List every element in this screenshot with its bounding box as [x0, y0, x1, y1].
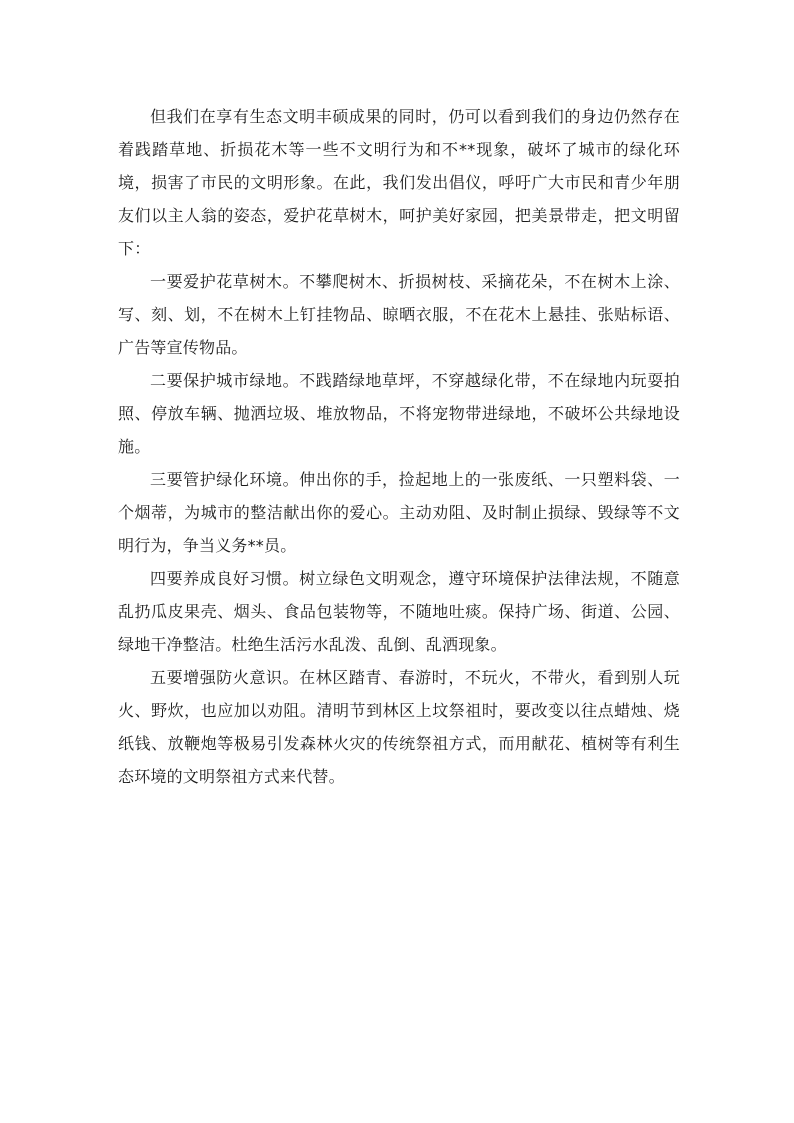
paragraph-point-1: 一要爱护花草树木。不攀爬树木、折损树枝、采摘花朵，不在树木上涂、写、刻、划，不在树木上钉挂物品、晾晒衣服，不在花木上悬挂、张贴标语、广告等宣传物品。: [118, 272, 680, 357]
paragraph-point-4: 四要养成良好习惯。树立绿色文明观念，遵守环境保护法律法规，不随意乱扔瓜皮果壳、烟头、食品包装物等，不随地吐痰。保持广场、街道、公园、绿地干净整洁。杜绝生活污水乱泼、乱倒、乱洒现象。: [118, 569, 680, 654]
paragraph-point-5: 五要增强防火意识。在林区踏青、春游时，不玩火，不带火，看到别人玩火、野炊，也应加以劝阻。清明节到林区上坟祭祖时，要改变以往点蜡烛、烧纸钱、放鞭炮等极易引发森林火灾的传统祭祖方式，而用献花、植树等有利生态环境的文明祭祖方式来代替。: [118, 668, 680, 786]
document-body: [118, 100, 680, 793]
paragraph-point-3: 三要管护绿化环境。伸出你的手，捡起地上的一张废纸、一只塑料袋、一个烟蒂，为城市的整洁献出你的爱心。主动劝阻、及时制止损绿、毁绿等不文明行为，争当义务**员。: [118, 470, 680, 555]
paragraph-point-2: 二要保护城市绿地。不践踏绿地草坪，不穿越绿化带，不在绿地内玩耍拍照、停放车辆、抛洒垃圾、堆放物品，不将宠物带进绿地，不破坏公共绿地设施。: [118, 371, 680, 456]
paragraph-intro: 但我们在享有生态文明丰硕成果的同时，仍可以看到我们的身边仍然存在着践踏草地、折损花木等一些不文明行为和不**现象，破坏了城市的绿化环境，损害了市民的文明形象。在此，我们发出倡仪，呼吁广大市民和青少年朋友们以主人翁的姿态，爱护花草树木，呵护美好家园，把美景带走，把文明留下：: [118, 107, 680, 258]
